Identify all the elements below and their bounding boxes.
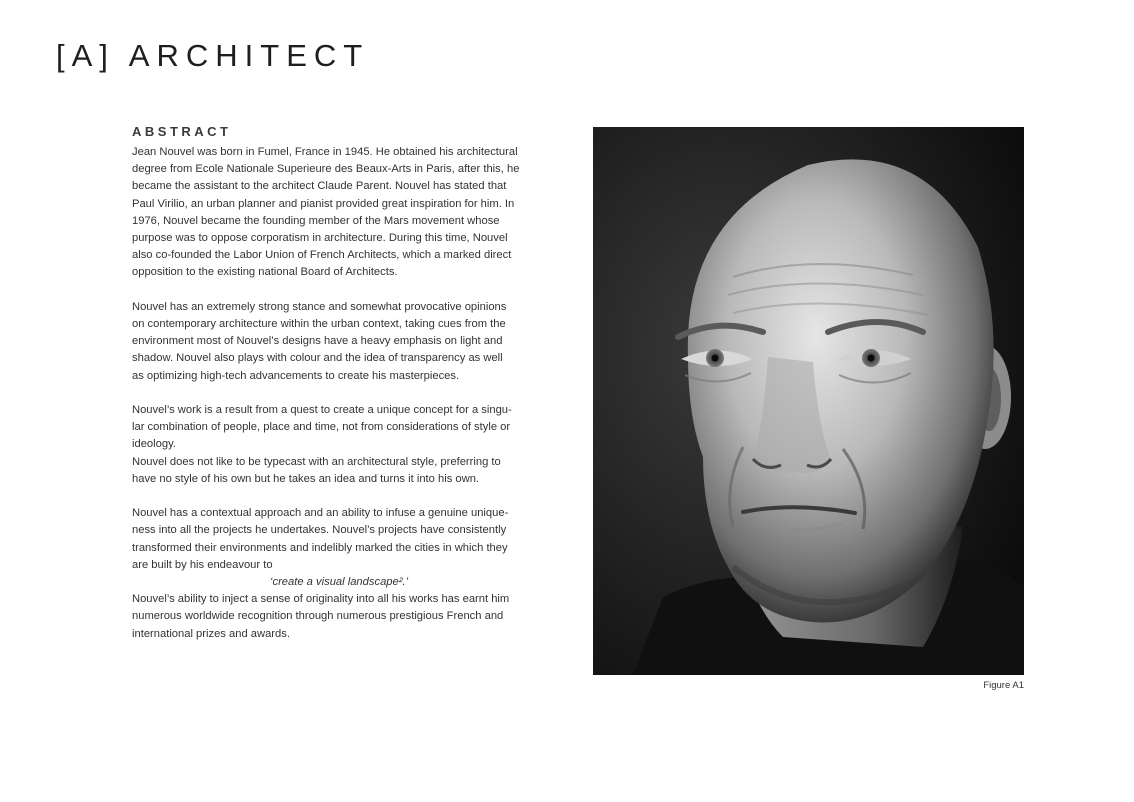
abstract-heading: ABSTRACT <box>132 124 232 139</box>
text-line: shadow. Nouvel also plays with colour and the idea of transparency as well <box>132 352 503 365</box>
text-line: international prizes and awards. <box>132 627 290 640</box>
text-line: transformed their environments and indelibly marked the cities in which they <box>132 541 508 554</box>
text-line: lar combination of people, place and time, not from considerations of style or <box>132 421 511 434</box>
text-line: opposition to the existing national Board of Architects. <box>132 266 398 279</box>
text-line: also co-founded the Labor Union of French Architects, which a marked direct <box>132 249 512 262</box>
text-line <box>132 385 572 402</box>
text-line: Nouvel has a contextual approach and an ability to infuse a genuine unique- <box>132 507 509 520</box>
text-line: Nouvel’s work is a result from a quest to create a unique concept for a singu- <box>132 404 512 417</box>
closing-paragraph <box>132 591 572 643</box>
text-line: Paul Virilio, an urban planner and pianist provided great inspiration for him. In <box>132 197 515 210</box>
text-line: Nouvel has an extremely strong stance and somewhat provocative opinions <box>132 300 507 313</box>
text-line: numerous worldwide recognition through numerous prestigious French and <box>132 610 504 623</box>
portrait-photo <box>593 127 1024 675</box>
text-line: environment most of Nouvel’s designs have a heavy emphasis on light and <box>132 335 503 348</box>
text-line: as optimizing high-tech advancements to create his masterpieces. <box>132 369 460 382</box>
page-title: [A] ARCHITECT <box>56 38 370 73</box>
abstract-paragraphs <box>132 144 572 574</box>
abstract-body <box>132 144 572 643</box>
text-line: Jean Nouvel was born in Fumel, France in 1945. He obtained his architectural <box>132 146 518 158</box>
text-line: Nouvel does not like to be typecast with an architectural style, preferring to <box>132 455 501 468</box>
text-line: became the assistant to the architect Claude Parent. Nouvel has stated that <box>132 180 507 193</box>
text-line: purpose was to oppose corporatism in architecture. During this time, Nouvel <box>132 232 508 245</box>
text-line: on contemporary architecture within the urban context, taking cues from the <box>132 318 506 331</box>
text-line: have no style of his own but he takes an idea and turns it into his own. <box>132 472 480 485</box>
text-line: ideology. <box>132 438 176 451</box>
text-line: degree from Ecole Nationale Superieure des Beaux-Arts in Paris, after this, he <box>132 163 520 176</box>
text-line <box>132 488 572 505</box>
text-line: ness into all the projects he undertakes. Nouvel’s projects have consistently <box>132 524 507 537</box>
pull-quote: ‘create a visual landscape².’ <box>270 576 409 589</box>
text-line: Nouvel’s ability to inject a sense of originality into all his works has earnt him <box>132 593 510 606</box>
text-line: are built by his endeavour to <box>132 558 273 571</box>
text-line <box>132 282 572 299</box>
text-line: 1976, Nouvel became the founding member of the Mars movement whose <box>132 214 500 227</box>
figure-caption: Figure A1 <box>983 680 1024 691</box>
